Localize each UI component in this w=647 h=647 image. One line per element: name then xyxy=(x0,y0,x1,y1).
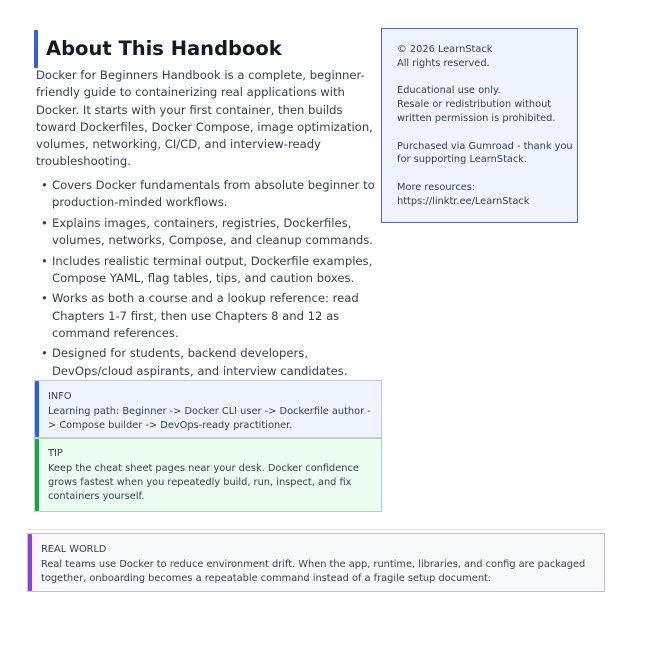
intro-paragraph: Docker for Beginners Handbook is a complete, beginner-friendly guide to containerizing real applications with Docker. It starts with your first container, then builds toward Dockerfiles, Docker Compose, image optimization, volumes, networking, CI/CD, and interview-ready troubleshooting. xyxy=(36,68,373,169)
usage-block xyxy=(397,84,577,125)
list-item xyxy=(41,253,386,288)
copyright-notice-box xyxy=(381,28,578,223)
resale-warning-line: Resale or redistribution without written permission is prohibited. xyxy=(397,99,556,124)
list-item-text: Explains images, containers, registries, Dockerfiles, volumes, networks, Compose, and cleanup commands. xyxy=(52,215,373,248)
info-text: Learning path: Beginner -> Docker CLI user -> Dockerfile author -> Compose builder -> DevOps-ready practitioner. xyxy=(48,406,371,431)
real-world-callout xyxy=(27,533,605,592)
purchase-block xyxy=(397,140,577,168)
list-item xyxy=(41,177,386,212)
info-callout xyxy=(34,380,382,438)
real-world-text: Real teams use Docker to reduce environment drift. When the app, runtime, libraries, and config are packaged together, onboarding becomes a repeatable command instead of a fragile setup document. xyxy=(41,559,586,584)
title-accent-bar xyxy=(34,30,38,68)
list-item-text: Designed for students, backend developers, DevOps/cloud aspirants, and interview candidates. xyxy=(52,346,348,378)
more-resources-label: More resources: xyxy=(397,181,476,193)
section-divider xyxy=(27,529,605,530)
list-item xyxy=(41,290,386,342)
rights-line: All rights reserved. xyxy=(397,57,490,69)
copyright-block xyxy=(397,43,577,71)
list-item-text: Works as both a course and a lookup reference: read Chapters 1-7 first, then use Chapters 8 and 12 as command references. xyxy=(52,291,359,340)
tip-label: TIP xyxy=(48,448,63,459)
bullet-marker: • xyxy=(41,291,48,306)
bullet-marker: • xyxy=(41,253,48,268)
tip-callout xyxy=(34,438,382,512)
feature-list xyxy=(41,177,386,383)
resources-link[interactable]: https://linktr.ee/LearnStack xyxy=(397,195,530,207)
purchase-thanks-line: Purchased via Gumroad - thank you for supporting LearnStack. xyxy=(397,140,573,166)
page-title: About This Handbook xyxy=(46,37,282,60)
list-item-text: Covers Docker fundamentals from absolute beginner to production-minded workflows. xyxy=(52,178,375,210)
real-world-accent-bar xyxy=(28,534,32,591)
bullet-marker: • xyxy=(41,215,48,230)
bullet-marker: • xyxy=(41,346,48,361)
list-item-text: Includes realistic terminal output, Dockerfile examples, Compose YAML, flag tables, tips, and caution boxes. xyxy=(52,253,373,285)
resources-block xyxy=(397,181,577,209)
info-label: INFO xyxy=(48,391,72,402)
educational-use-line: Educational use only. xyxy=(397,85,501,97)
copyright-line: © 2026 LearnStack xyxy=(397,44,493,55)
list-item xyxy=(41,345,386,380)
info-accent-bar xyxy=(35,381,39,437)
tip-text: Keep the cheat sheet pages near your desk. Docker confidence grows fastest when you repeatedly build, run, inspect, and fix containers yourself. xyxy=(48,463,359,502)
list-item xyxy=(41,215,386,250)
real-world-label: REAL WORLD xyxy=(41,544,107,555)
bullet-marker: • xyxy=(41,178,48,192)
tip-accent-bar xyxy=(35,439,39,511)
